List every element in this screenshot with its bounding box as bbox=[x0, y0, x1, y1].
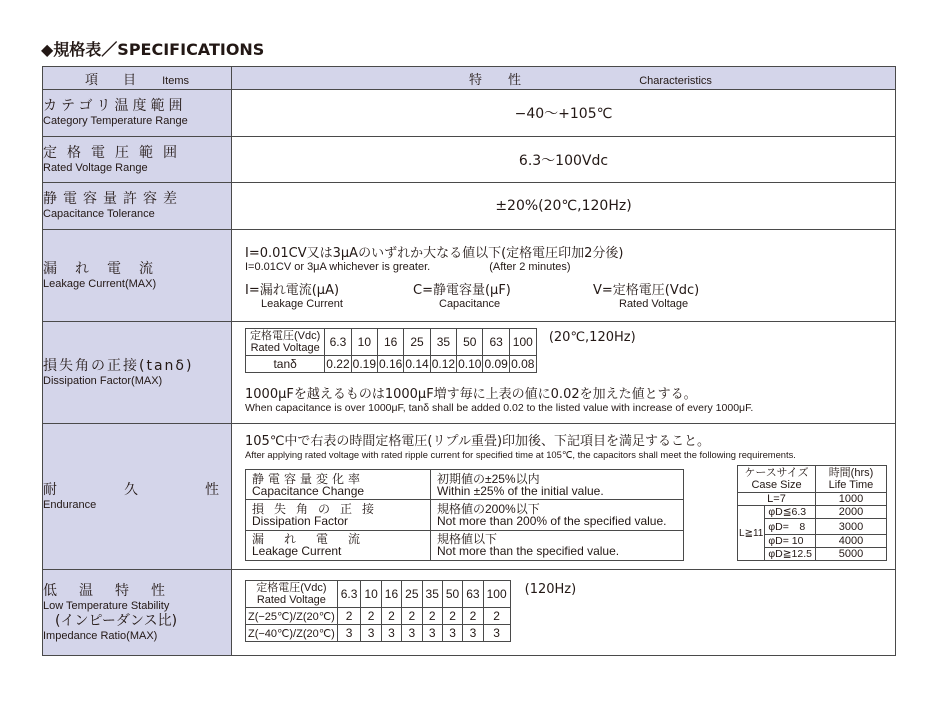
tan-table-wrap bbox=[245, 328, 895, 373]
label-cell bbox=[43, 322, 232, 424]
voltage-cell: 6.3 bbox=[325, 329, 351, 356]
def-en: Leakage Current bbox=[261, 297, 343, 310]
def-en: Capacitance bbox=[439, 297, 501, 310]
specifications-table bbox=[42, 66, 896, 656]
z-cell: 2 bbox=[442, 608, 462, 625]
z-cell: 2 bbox=[381, 608, 401, 625]
def-jp: I=漏れ電流(μA) bbox=[245, 282, 340, 298]
voltage-cell: 35 bbox=[422, 581, 442, 608]
life-head-row bbox=[738, 466, 887, 493]
row-low-temperature bbox=[43, 570, 896, 656]
life-row bbox=[738, 506, 887, 519]
row-rated-voltage bbox=[43, 137, 896, 183]
label-jp: 静電容量許容差 bbox=[43, 191, 183, 207]
spec-en: Not more than the specified value. bbox=[437, 544, 620, 559]
case-size-head bbox=[738, 466, 816, 493]
dissipation-value bbox=[232, 322, 896, 424]
table-header bbox=[43, 67, 896, 90]
def-jp: V=定格電圧(Vdc) bbox=[593, 282, 700, 298]
def-en: Rated Voltage bbox=[619, 297, 689, 310]
endurance-value bbox=[232, 424, 896, 570]
spec-jp: 初期値の±25%以内 bbox=[437, 471, 540, 486]
endurance-item bbox=[246, 470, 431, 500]
case-l11: L≧11 bbox=[738, 506, 765, 561]
label-cell bbox=[43, 230, 232, 322]
label-jp: カテゴリ温度範囲 bbox=[43, 98, 187, 114]
endurance-intro-jp: 105℃中で右表の時間定格電圧(リプル重畳)印加後、下記項目を満足すること。 bbox=[245, 434, 711, 449]
voltage-cell: 6.3 bbox=[337, 581, 361, 608]
leakage-formula-en-row bbox=[245, 261, 895, 273]
diameter-cell: φD≦6.3 bbox=[765, 506, 816, 519]
z-cell: 3 bbox=[422, 625, 442, 642]
label-jp: 定格電圧範囲 bbox=[43, 144, 187, 161]
voltage-cell: 50 bbox=[457, 329, 483, 356]
item-jp: 静電容量変化率 bbox=[252, 471, 365, 486]
label-en: Capacitance Tolerance bbox=[43, 208, 155, 220]
row-endurance bbox=[43, 424, 896, 570]
label-jp: 損失角の正接(tanδ) bbox=[43, 357, 194, 374]
row-dissipation-factor bbox=[43, 322, 896, 424]
z-cell: 3 bbox=[442, 625, 462, 642]
voltage-cell: 63 bbox=[463, 581, 483, 608]
z-voltage-row bbox=[246, 581, 511, 608]
col-head-en: Rated Voltage bbox=[256, 594, 326, 606]
item-en: Capacitance Change bbox=[252, 483, 365, 498]
voltage-cell: 25 bbox=[404, 329, 430, 356]
tan-condition: (20℃,120Hz) bbox=[548, 330, 636, 345]
z-cell: 2 bbox=[463, 608, 483, 625]
item-jp: 損失角の正接 bbox=[252, 501, 385, 516]
z-cell: 3 bbox=[337, 625, 361, 642]
leakage-value bbox=[232, 230, 896, 322]
label-char: 久 bbox=[124, 481, 138, 498]
leakage-formula-jp: I=0.01CV又は3μAのいずれか大なる値以下(定格電圧印加2分後) bbox=[245, 245, 624, 261]
hrs-cell: 2000 bbox=[816, 506, 887, 519]
item-en: Dissipation Factor bbox=[252, 513, 349, 528]
spec-en: Within ±25% of the initial value. bbox=[437, 483, 604, 498]
col-head-jp: 定格電圧(Vdc) bbox=[256, 582, 327, 594]
page-title: ◆規格表／SPECIFICATIONS bbox=[41, 40, 265, 59]
z-cell: 2 bbox=[361, 608, 381, 625]
label-jp2: (インピーダンス比) bbox=[55, 612, 178, 629]
tan-delta-table bbox=[245, 328, 537, 373]
label-en: Dissipation Factor(MAX) bbox=[43, 374, 163, 387]
item-en: Leakage Current bbox=[252, 544, 342, 559]
spec-jp: 規格値以下 bbox=[437, 532, 498, 547]
voltage-cell: 35 bbox=[430, 329, 456, 356]
voltage-cell: 100 bbox=[509, 329, 536, 356]
case-l7: L=7 bbox=[738, 493, 816, 506]
z-cell: 3 bbox=[402, 625, 422, 642]
hrs-cell: 4000 bbox=[816, 535, 887, 548]
characteristics-header bbox=[232, 67, 896, 90]
voltage-cell: 10 bbox=[351, 329, 377, 356]
leakage-defs bbox=[245, 279, 895, 310]
case-jp: ケースサイズ bbox=[744, 467, 809, 479]
tan-value-row bbox=[246, 356, 537, 373]
diameter-cell: φD≧12.5 bbox=[765, 548, 816, 561]
voltage-cell: 16 bbox=[381, 581, 401, 608]
tan-cell: 0.08 bbox=[511, 357, 535, 371]
diameter-cell: φD= 8 bbox=[765, 519, 816, 535]
label-en: Leakage Current(MAX) bbox=[43, 277, 157, 290]
label-jp: 漏 れ 電 流 bbox=[43, 260, 155, 277]
label-cell bbox=[43, 183, 232, 230]
tan-cell: 0.10 bbox=[458, 357, 482, 371]
hrs-cell: 3000 bbox=[816, 519, 887, 535]
label-cell bbox=[43, 570, 232, 656]
tan-note-en: When capacitance is over 1000μF, tanδ shall be added 0.02 to the listed value with increase of every 1000μF. bbox=[245, 402, 754, 414]
label-jp bbox=[43, 482, 219, 499]
life-time-head bbox=[816, 466, 887, 493]
items-header-en: Items bbox=[162, 74, 190, 87]
cap-tolerance-value: ±20%(20℃,120Hz) bbox=[232, 183, 896, 230]
endurance-spec bbox=[431, 470, 684, 500]
row-capacitance-tolerance bbox=[43, 183, 896, 230]
tan-cell: 0.14 bbox=[405, 357, 429, 371]
time-en: Life Time bbox=[828, 479, 874, 491]
z1-row bbox=[246, 608, 511, 625]
z-col-head bbox=[246, 581, 338, 608]
z-cell: 2 bbox=[402, 608, 422, 625]
items-header-jp: 項 目 bbox=[84, 72, 142, 88]
voltage-cell: 100 bbox=[483, 581, 510, 608]
col-head-en: Rated Voltage bbox=[250, 342, 320, 354]
z-cell: 3 bbox=[483, 625, 510, 642]
endurance-item bbox=[246, 500, 431, 530]
rated-voltage-value: 6.3～100Vdc bbox=[232, 137, 896, 183]
tan-note-jp: 1000μFを越えるものは1000μF増す毎に上表の値に0.02を加えた値とする。 bbox=[245, 387, 697, 402]
diameter-cell: φD= 10 bbox=[765, 535, 816, 548]
label-cell bbox=[43, 90, 232, 137]
z-cell: 3 bbox=[463, 625, 483, 642]
z-cell: 2 bbox=[337, 608, 361, 625]
z1-label: Z(−25℃)/Z(20℃) bbox=[246, 608, 338, 625]
endurance-item bbox=[246, 530, 431, 560]
endurance-intro-en: After applying rated voltage with rated ripple current for specified time at 105℃, the capacitors shall meet the following requirements. bbox=[245, 449, 796, 460]
tan-col-head bbox=[246, 329, 325, 356]
tan-voltage-row bbox=[246, 329, 537, 356]
z2-row bbox=[246, 625, 511, 642]
hrs-cell: 1000 bbox=[816, 493, 887, 506]
endurance-item-row bbox=[246, 470, 684, 500]
spec-jp: 規格値の200%以下 bbox=[437, 501, 540, 516]
tan-cell: 0.19 bbox=[352, 357, 376, 371]
col-head-jp: 定格電圧(Vdc) bbox=[250, 330, 321, 342]
endurance-tables bbox=[245, 467, 895, 561]
case-en: Case Size bbox=[751, 479, 802, 491]
label-char: 耐 bbox=[43, 481, 57, 498]
row-category-temperature bbox=[43, 90, 896, 137]
z-cell: 3 bbox=[361, 625, 381, 642]
char-header-en: Characteristics bbox=[639, 74, 712, 87]
label-jp-text: 低温特性 bbox=[43, 582, 187, 599]
hrs-cell: 5000 bbox=[816, 548, 887, 561]
voltage-cell: 63 bbox=[483, 329, 509, 356]
endurance-item-row bbox=[246, 500, 684, 530]
def-v bbox=[593, 279, 699, 310]
tan-cell: 0.09 bbox=[484, 357, 508, 371]
z-cell: 3 bbox=[381, 625, 401, 642]
def-i bbox=[245, 279, 413, 310]
label-char: 性 bbox=[205, 481, 219, 498]
z-cell: 2 bbox=[422, 608, 442, 625]
leakage-after-en: (After 2 minutes) bbox=[489, 260, 571, 273]
voltage-cell: 50 bbox=[442, 581, 462, 608]
z-cell: 2 bbox=[483, 608, 510, 625]
voltage-cell: 10 bbox=[361, 581, 381, 608]
char-header-jp: 特 性 bbox=[469, 72, 522, 88]
endurance-spec bbox=[431, 530, 684, 560]
voltage-cell: 16 bbox=[378, 329, 404, 356]
impedance-ratio-table bbox=[245, 580, 511, 642]
life-row bbox=[738, 493, 887, 506]
low-temp-value bbox=[232, 570, 896, 656]
z2-label: Z(−40℃)/Z(20℃) bbox=[246, 625, 338, 642]
z-table-wrap bbox=[245, 580, 895, 642]
row-leakage-current bbox=[43, 230, 896, 322]
label-cell bbox=[43, 424, 232, 570]
spec-en: Not more than 200% of the specified value. bbox=[437, 513, 667, 528]
endurance-item-row bbox=[246, 530, 684, 560]
label-en2: Impedance Ratio(MAX) bbox=[43, 629, 158, 642]
leakage-formula-en: I=0.01CV or 3μA whichever is greater. bbox=[245, 260, 431, 273]
label-en: Low Temperature Stability bbox=[43, 599, 170, 612]
tan-row-label: tanδ bbox=[246, 356, 325, 373]
tan-cell: 0.16 bbox=[379, 357, 403, 371]
label-cell bbox=[43, 137, 232, 183]
tan-cell: 0.12 bbox=[431, 357, 456, 371]
endurance-req-table bbox=[245, 469, 684, 561]
label-jp bbox=[43, 583, 219, 600]
life-time-table bbox=[737, 465, 887, 561]
tan-cell: 0.22 bbox=[326, 357, 350, 371]
z-condition: (120Hz) bbox=[524, 582, 577, 597]
label-en: Rated Voltage Range bbox=[43, 161, 148, 174]
def-jp: C=静電容量(μF) bbox=[413, 282, 511, 298]
time-jp: 時間(hrs) bbox=[828, 467, 874, 479]
label-en: Category Temperature Range bbox=[43, 115, 188, 127]
item-jp: 漏れ電流 bbox=[252, 532, 381, 547]
voltage-cell: 25 bbox=[402, 581, 422, 608]
label-en: Endurance bbox=[43, 498, 97, 511]
def-c bbox=[413, 279, 593, 310]
items-header bbox=[43, 67, 232, 90]
category-temp-value: −40～+105℃ bbox=[232, 90, 896, 137]
endurance-spec bbox=[431, 500, 684, 530]
